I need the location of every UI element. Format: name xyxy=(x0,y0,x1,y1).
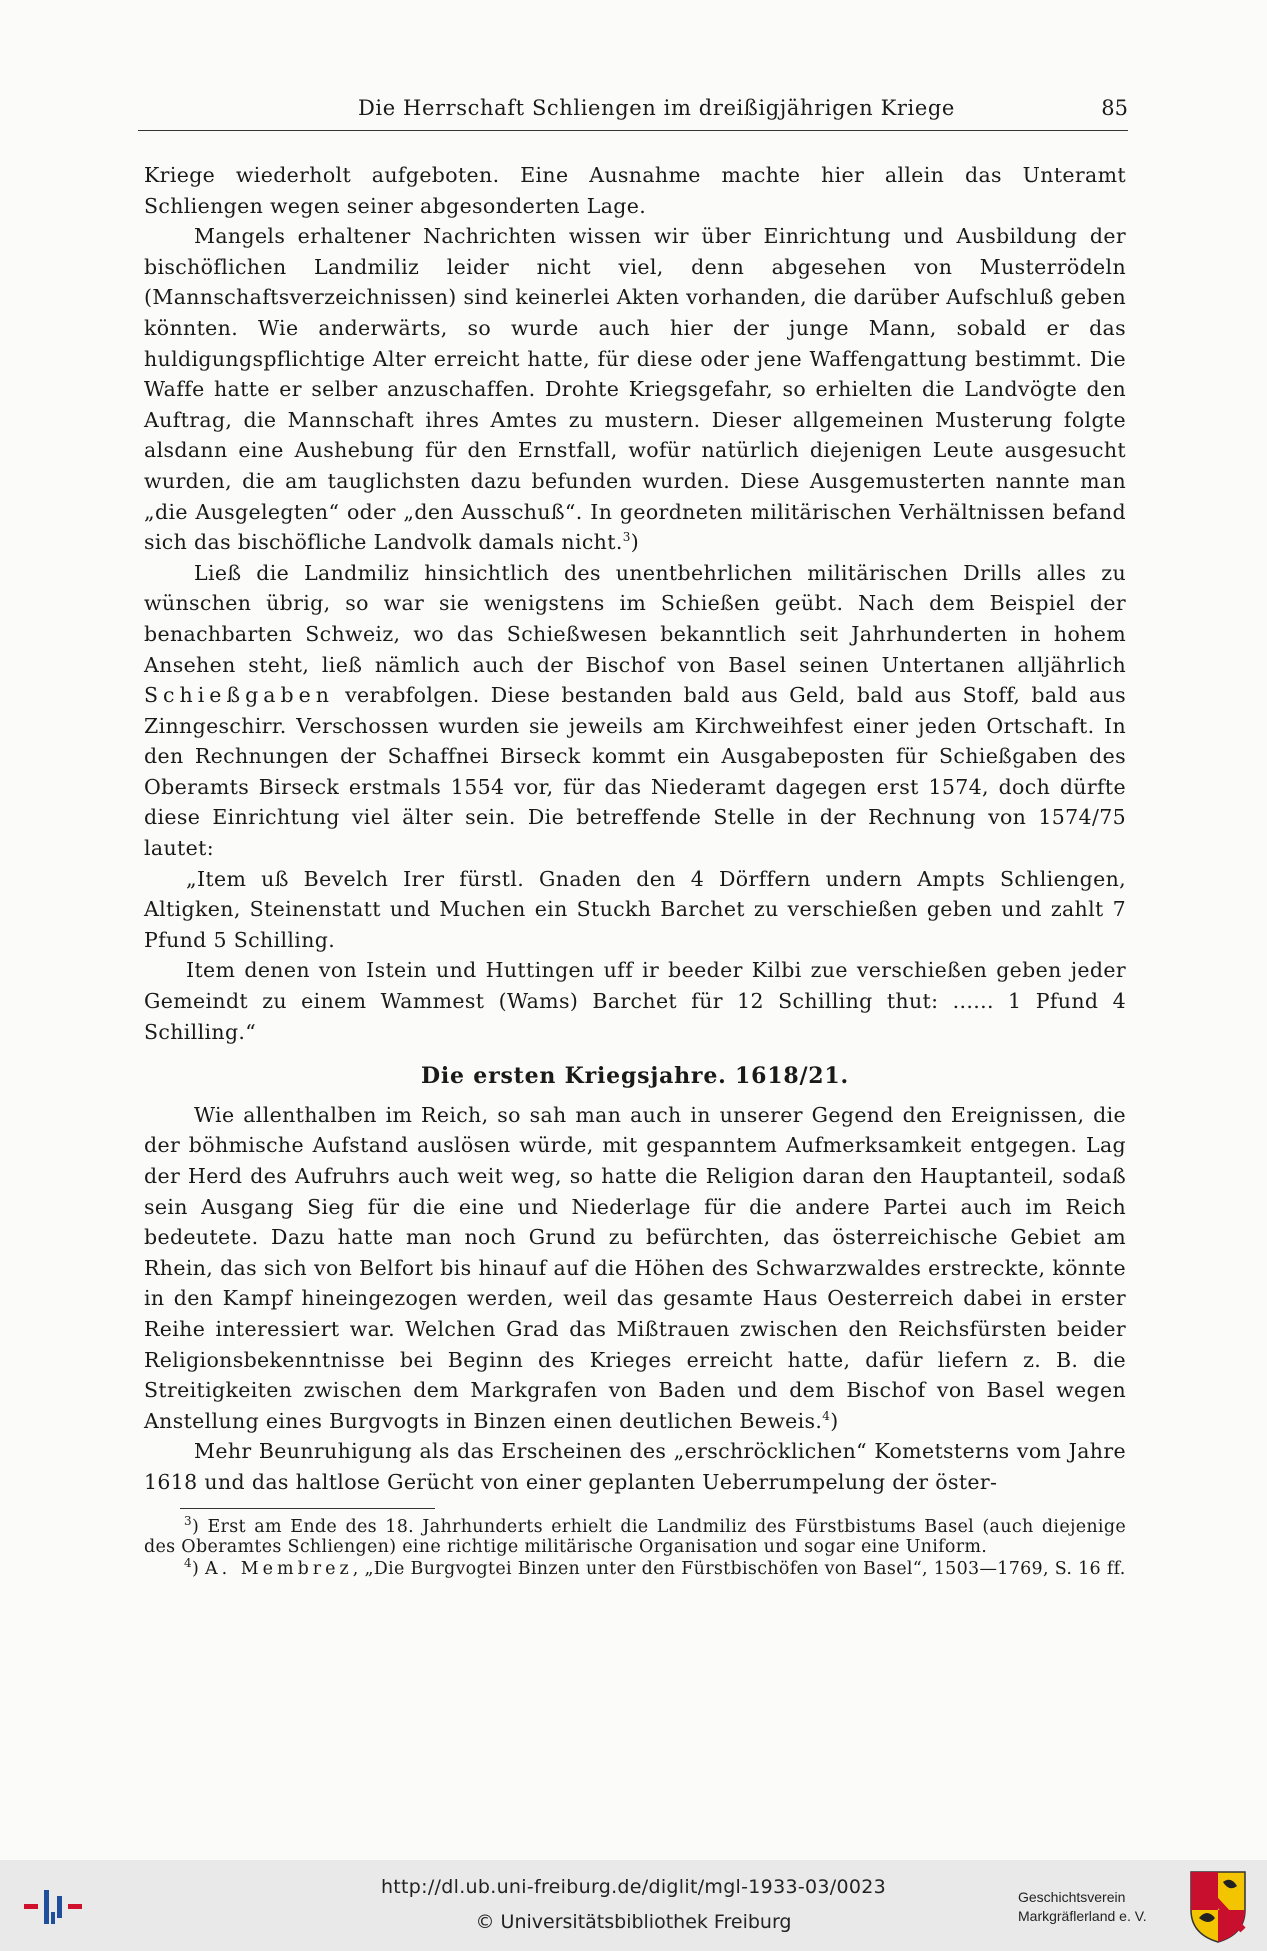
page-header xyxy=(138,96,1128,132)
society-name: Geschichtsverein Markgräflerland e. V. xyxy=(1018,1889,1147,1924)
quote: Item denen von Istein und Huttingen uff ir beeder Kilbi zue verschießen geben jeder Gemeindt zu einem Wammest (Wams) Barchet für 12 Schilling thut: ...... 1 Pfund 4 Schilling.“ xyxy=(144,958,1126,1044)
footnote: $^3$) Erst am Ende des 18. Jahrhunderts erhielt die Landmiliz des Fürstbistums Basel (auch diejenige des Oberamtes Schliengen) eine richtige militärische Organisation und sogar eine Uniform. xyxy=(144,1514,1126,1557)
paragraph: Kriege wiederholt aufgeboten. Eine Ausnahme machte hier allein das Unteramt Schliengen wegen seiner abgesonderten Lage. xyxy=(144,163,1126,218)
footnote: $^4$) A. Membrez, „Die Burgvogtei Binzen unter den Fürstbischöfen von Basel“, 1503—1769, S. 16 ff. xyxy=(184,1556,1126,1579)
footnotes xyxy=(144,1514,1126,1581)
paragraph: Wie allenthalben im Reich, so sah man auch in unserer Gegend den Ereignissen, die der böhmische Aufstand auslösen würde, mit gespanntem Aufmerksamkeit entgegen. Lag der Herd des Aufruhrs auch weit weg, so hatte die Religion daran den Hauptanteil, sodaß sein Ausgang Sieg für die eine und Niederlage für die andere Partei auch im Reich bedeutete. Dazu hatte man noch Grund zu befürchten, das österreichische Gebiet am Rhein, das sich von Belfort bis hinauf auf die Höhen des Schwarzwaldes erstreckte, könnte in den Kampf hineingezogen werden, weil das gesamte Haus Oesterreich dabei in erster Reihe interessiert war. Welchen Grad das Mißtrauen zwischen den Reichsfürsten beider Religionsbekenntnisse bei Beginn des Krieges erreicht hatte, dafür liefern z. B. die Streitigkeiten zwischen dem Markgrafen von Baden und dem Bischof von Basel wegen Anstellung eines Burgvogts in Binzen einen deutlichen Beweis.$^4$) xyxy=(144,1102,1126,1433)
section-heading: Die ersten Kriegsjahre. 1618/21. xyxy=(421,1063,849,1090)
quote: „Item uß Bevelch Irer fürstl. Gnaden den 4 Dörffern undern Ampts Schliengen, Altigken, Steinenstatt und Muchen ein Stuckh Barchet zu verschießen geben und zahlt 7 Pfund 5 Schilling. xyxy=(144,866,1126,952)
header-rule xyxy=(138,130,1128,131)
paragraph: Ließ die Landmiliz hinsichtlich des unentbehrlichen militärischen Drills alles zu wünschen übrig, so war sie wenigstens im Schießen geübt. Nach dem Beispiel der benachbarten Schweiz, wo das Schießwesen bekanntlich seit Jahrhunderten in hohem Ansehen steht, ließ nämlich auch der Bischof von Basel seinen Untertanen alljährlich Schießgaben verabfolgen. Diese bestanden bald aus Geld, bald aus Stoff, bald aus Zinngeschirr. Verschossen wurden sie jeweils am Kirchweihfest einer jeden Ortschaft. In den Rechnungen der Schaffnei Birseck kommt ein Ausgabeposten für Schießgaben des Oberamts Birseck erstmals 1554 vor, für das Niederamt dagegen erst 1574, doch dürfte diese Einrichtung viel älter sein. Die betreffende Stelle in der Rechnung von 1574/75 lautet: xyxy=(144,560,1126,861)
crest-icon[interactable] xyxy=(1189,1870,1247,1944)
footnote-ref[interactable]: 4 xyxy=(822,1408,831,1423)
viewer-footer xyxy=(0,1860,1267,1951)
footnote-ref[interactable]: 3 xyxy=(622,530,631,545)
copyright-text: © Universitätsbibliothek Freiburg xyxy=(475,1911,792,1933)
page-number: 85 xyxy=(1101,96,1128,120)
paragraph: Mangels erhaltener Nachrichten wissen wir über Einrichtung und Ausbildung der bischöflichen Landmiliz leider nicht viel, denn abgesehen von Musterrödeln (Mannschaftsverzeichnissen) sind keinerlei Akten vorhanden, die darüber Aufschluß geben könnten. Wie anderwärts, so wurde auch hier der junge Mann, sobald er das huldigungspflichtige Alter erreicht hatte, für diese oder jene Waffengattung bestimmt. Die Waffe hatte er selber anzuschaffen. Drohte Kriegsgefahr, so erhielten die Landvögte den Auftrag, die Mannschaft ihres Amtes zu mustern. Dieser allgemeinen Musterung folgte alsdann eine Aushebung für den Ernstfall, wofür natürlich diejenigen Leute ausgesucht wurden, die am tauglichsten dazu befunden wurden. Diese Ausgemusterten nannte man „die Ausgelegten“ oder „den Ausschuß“. In geordneten militärischen Verhältnissen befand sich das bischöfliche Landvolk damals nicht.$^3$) xyxy=(144,224,1126,555)
body-text xyxy=(144,160,1126,1498)
footnote-rule xyxy=(180,1508,435,1509)
emphasis-spaced: Schießgaben xyxy=(144,683,334,708)
permalink-url[interactable]: http://dl.ub.uni-freiburg.de/diglit/mgl-1933-03/0023 xyxy=(380,1876,887,1898)
running-title: Die Herrschaft Schliengen im dreißigjährigen Kriege xyxy=(358,96,955,120)
paragraph: Mehr Beunruhigung als das Erscheinen des „erschröcklichen“ Kometsterns vom Jahre 1618 und das haltlose Gerücht von einer geplanten Ueberrumpelung der öster- xyxy=(144,1439,1126,1494)
